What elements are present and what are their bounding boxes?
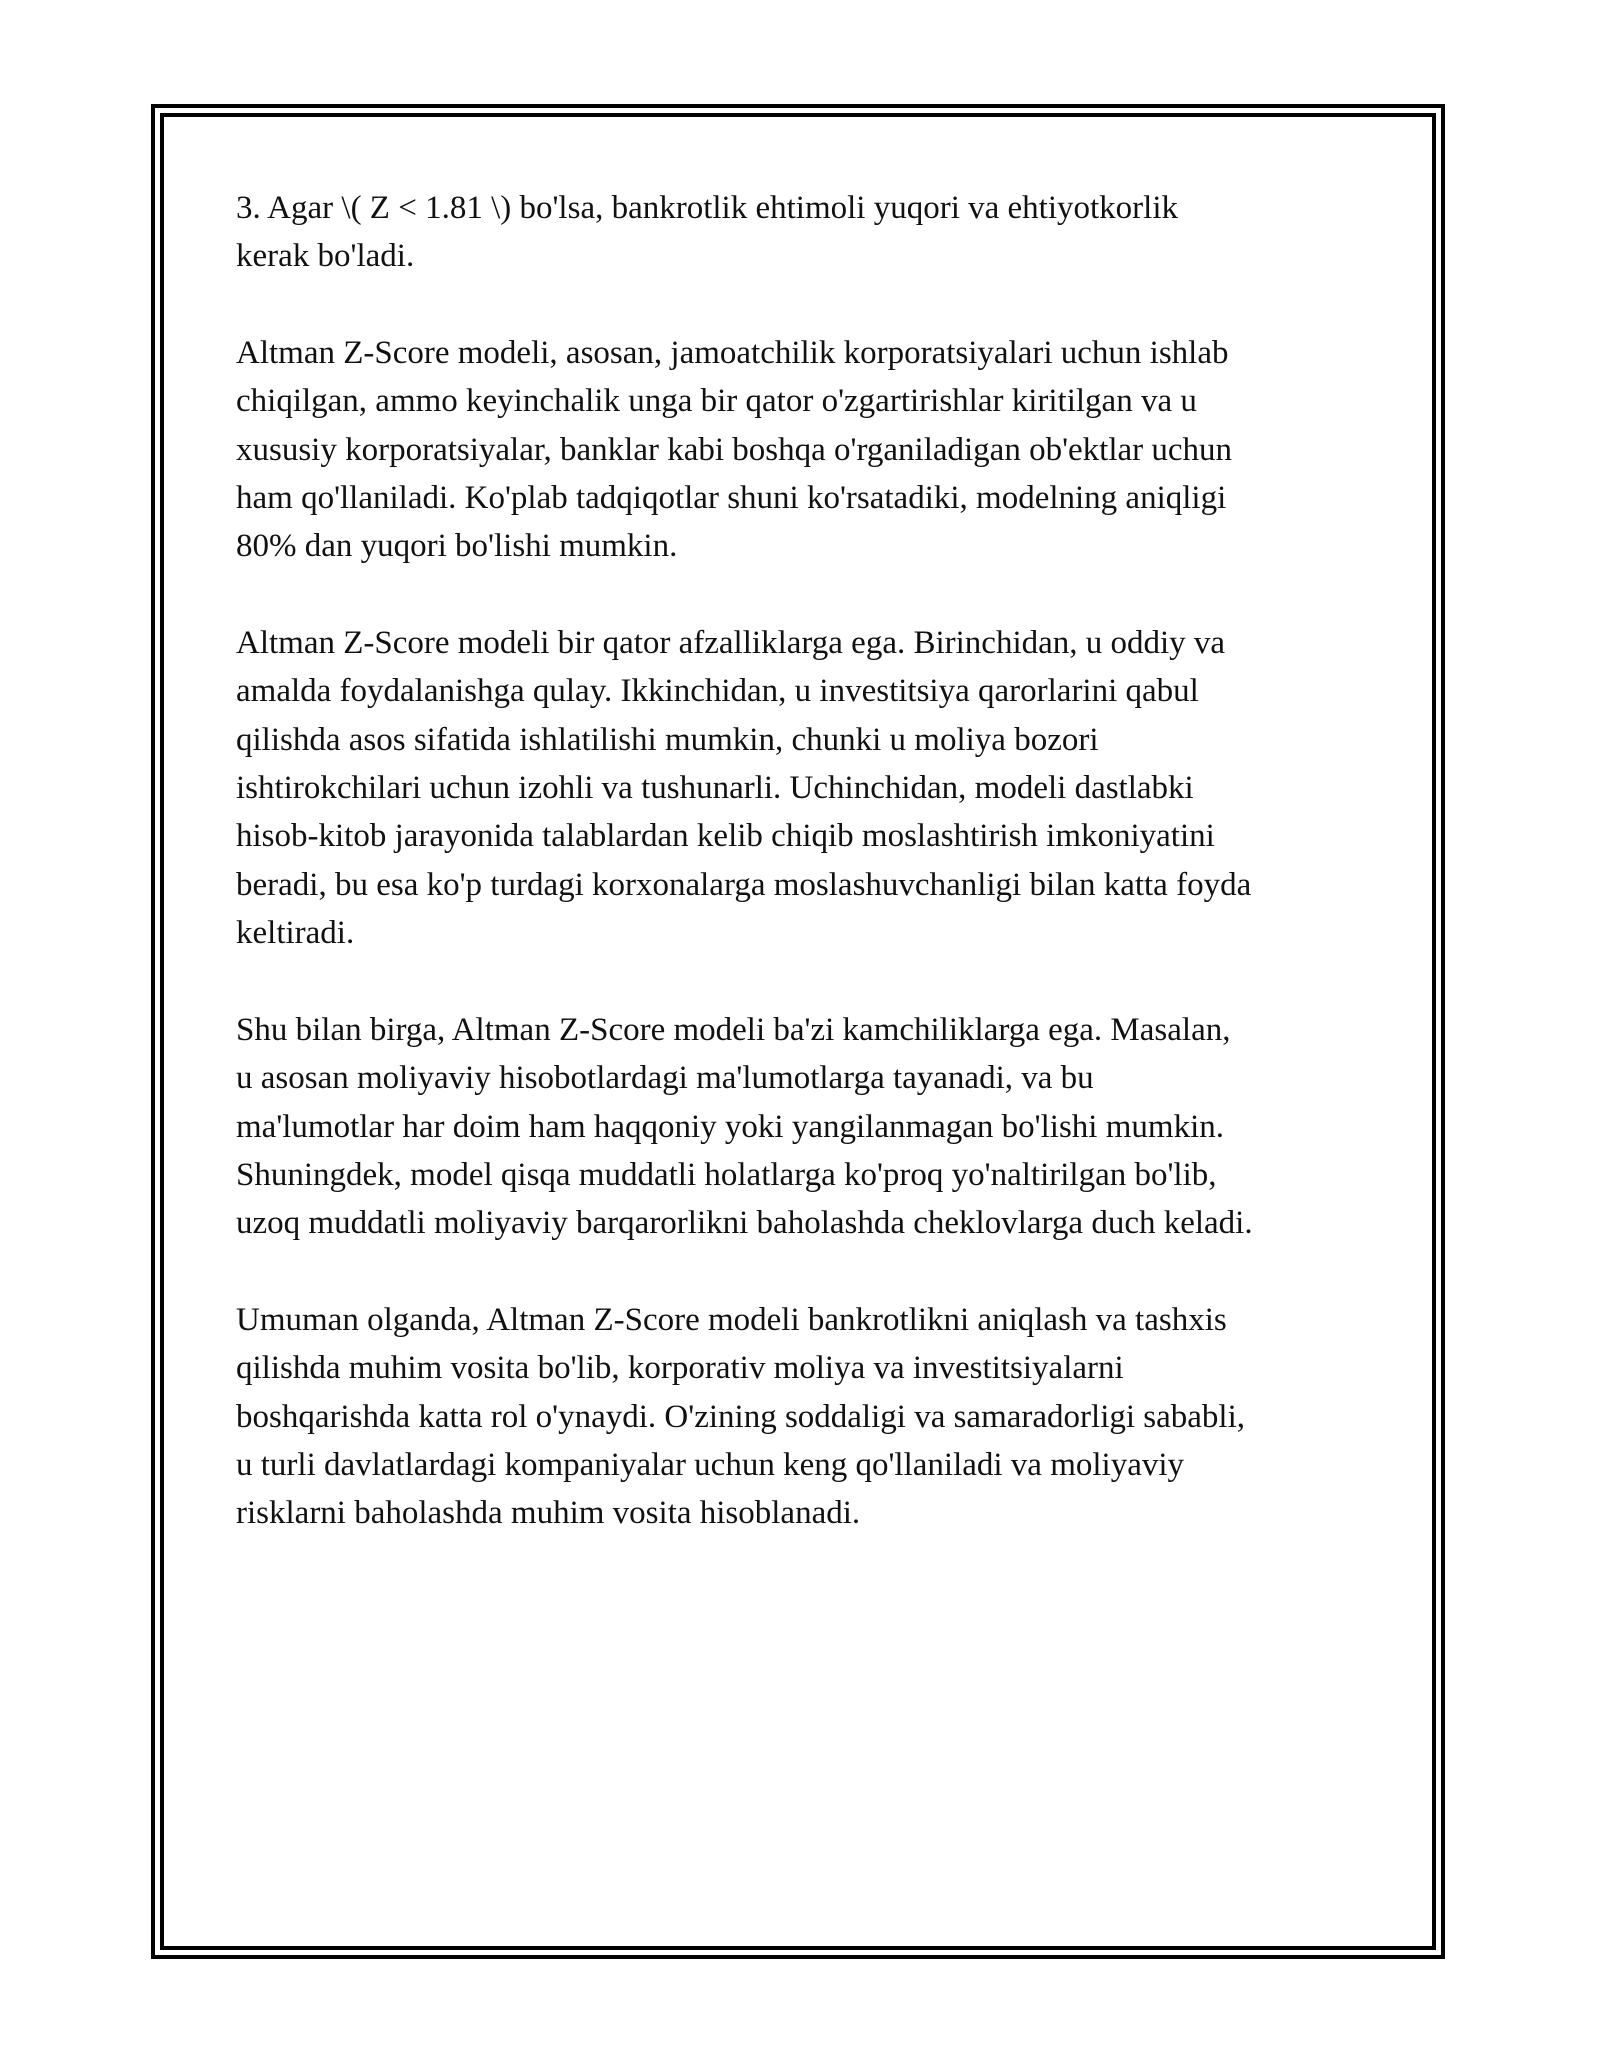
text-line: Shuningdek, model qisqa muddatli holatlarga ko'proq yo'naltirilgan bo'lib, [236, 1156, 1217, 1193]
text-line: hisob-kitob jarayonida talablardan kelib chiqib moslashtirish imkoniyatini [236, 818, 1215, 855]
text-line: Altman Z-Score modeli, asosan, jamoatchilik korporatsiyalari uchun ishlab [236, 334, 1229, 371]
text-line: qilishda muhim vosita bo'lib, korporativ moliya va investitsiyalarni [236, 1350, 1124, 1387]
text-line: Umuman olganda, Altman Z-Score modeli bankrotlikni aniqlash va tashxis [236, 1301, 1227, 1338]
text-line: risklarni baholashda muhim vosita hisoblanadi. [236, 1495, 861, 1532]
text-line: xususiy korporatsiyalar, banklar kabi boshqa o'rganiladigan ob'ektlar uchun [236, 431, 1233, 468]
text-line: Shu bilan birga, Altman Z-Score modeli ba'zi kamchiliklarga ega. Masalan, [236, 1011, 1231, 1048]
text-line: 80% dan yuqori bo'lishi mumkin. [236, 528, 678, 565]
paragraph-criteria [236, 184, 1376, 281]
text-line: u turli davlatlardagi kompaniyalar uchun keng qo'llaniladi va moliyaviy [236, 1446, 1185, 1483]
paragraph-disadvantages [236, 1006, 1376, 1248]
text-line: ishtirokchilari uchun izohli va tushunarli. Uchinchidan, modeli dastlabki [236, 770, 1194, 807]
text-line: qilishda asos sifatida ishlatilishi mumkin, chunki u moliya bozori [236, 721, 1099, 758]
text-line: chiqilgan, ammo keyinchalik unga bir qator o'zgartirishlar kiritilgan va u [236, 383, 1197, 420]
paragraph-conclusion [236, 1296, 1376, 1538]
text-line: amalda foydalanishga qulay. Ikkinchidan, u investitsiya qarorlarini qabul [236, 673, 1199, 710]
text-line: keltiradi. [236, 915, 355, 952]
text-line: u asosan moliyaviy hisobotlardagi ma'lumotlarga tayanadi, va bu [236, 1060, 1094, 1097]
text-line: uzoq muddatli moliyaviy barqarorlikni baholashda cheklovlarga duch keladi. [236, 1205, 1253, 1242]
paragraph-model-origin [236, 329, 1376, 571]
text-line: beradi, bu esa ko'p turdagi korxonalarga moslashuvchanligi bilan katta foyda [236, 866, 1252, 903]
text-line: Altman Z-Score modeli bir qator afzalliklarga ega. Birinchidan, u oddiy va [236, 624, 1226, 661]
document-body [236, 184, 1376, 1586]
paragraph-advantages [236, 619, 1376, 958]
text-line: ham qo'llaniladi. Ko'plab tadqiqotlar shuni ko'rsatadiki, modelning aniqligi [236, 480, 1227, 517]
text-line: ma'lumotlar har doim ham haqqoniy yoki yangilanmagan bo'lishi mumkin. [236, 1108, 1224, 1145]
text-line: kerak bo'ladi. [236, 238, 415, 275]
text-line: boshqarishda katta rol o'ynaydi. O'zining soddaligi va samaradorligi sababli, [236, 1398, 1245, 1435]
text-line: 3. Agar \( Z < 1.81 \) bo'lsa, bankrotlik ehtimoli yuqori va ehtiyotkorlik [236, 190, 1178, 226]
